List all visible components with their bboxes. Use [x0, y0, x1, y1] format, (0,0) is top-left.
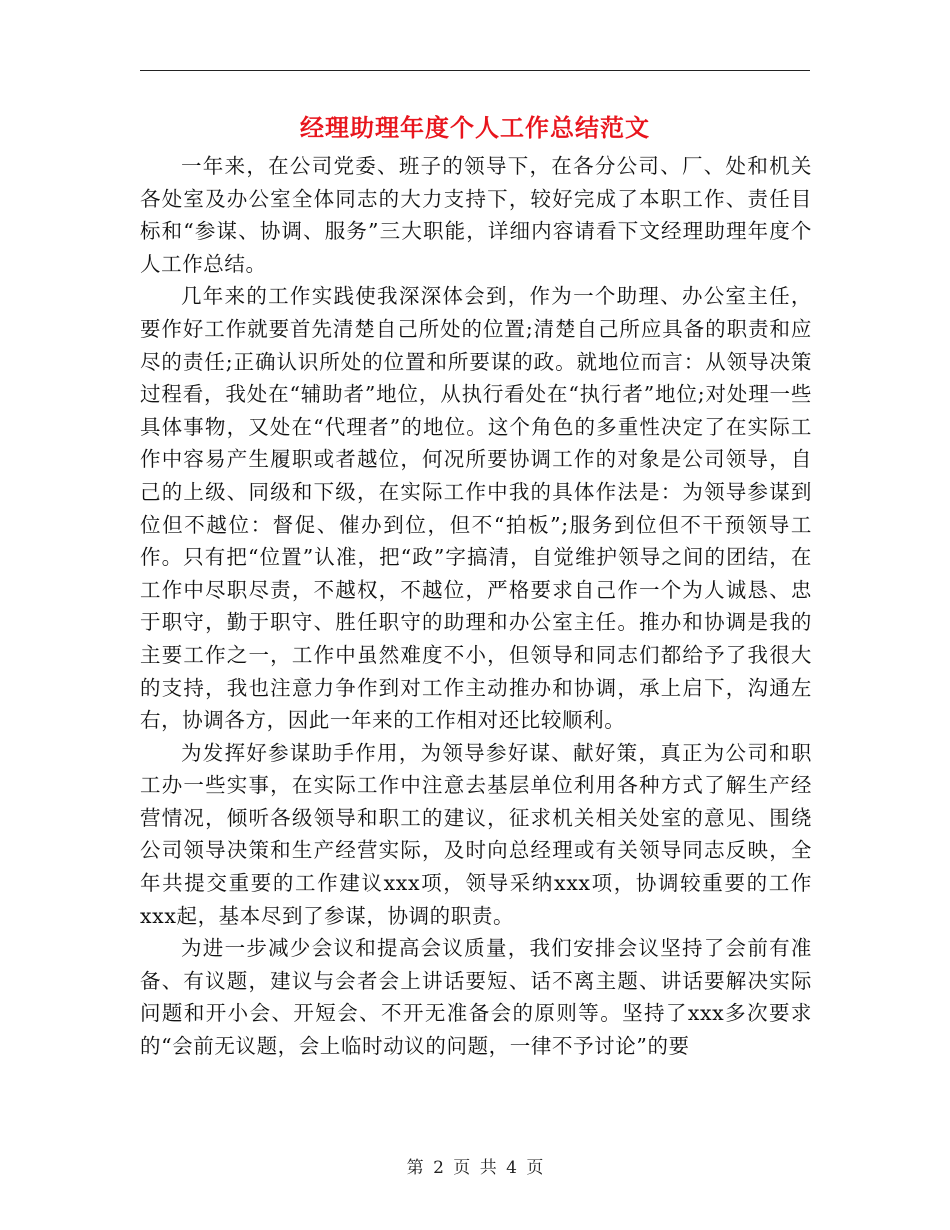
document-title: 经理助理年度个人工作总结范文 — [300, 113, 650, 142]
paragraph-3: 为发挥好参谋助手作用，为领导参好谋、献好策，真正为公司和职工办一些实事，在实际工作中注意去基层单位利用各种方式了解生产经营情况，倾听各级领导和职工的建议，征求机关相关处室的意见、围绕公司领导决策和生产经营实际，及时向总经理或有关领导同志反映，全年共提交重要的工作建议xxx项，领导采纳xxx项，协调较重要的工作xxx起，基本尽到了参谋，协调的职责。 — [140, 740, 812, 928]
paragraph-4: 为进一步减少会议和提高会议质量，我们安排会议坚持了会前有准备、有议题，建议与会者会上讲话要短、话不离主题、讲话要解决实际问题和开小会、开短会、不开无准备会的原则等。坚持了xxx多次要求的“会前无议题，会上临时动议的问题，一律不予讨论”的要 — [140, 936, 812, 1059]
paragraph-2: 几年来的工作实践使我深深体会到，作为一个助理、办公室主任，要作好工作就要首先清楚自己所处的位置;清楚自己所应具备的职责和应尽的责任;正确认识所处的位置和所要谋的政。就地位而言：从领导决策过程看，我处在“辅助者”地位，从执行看处在“执行者”地位;对处理一些具体事物，又处在“代理者”的地位。这个角色的多重性决定了在实际工作中容易产生履职或者越位，何况所要协调工作的对象是公司领导，自己的上级、同级和下级，在实际工作中我的具体作法是：为领导参谋到位但不越位：督促、催办到位，但不“拍板”;服务到位但不干预领导工作。只有把“位置”认准，把“政”字搞清，自觉维护领导之间的团结，在工作中尽职尽责，不越权，不越位，严格要求自己作一个为人诚恳、忠于职守，勤于职守、胜任职守的助理和办公室主任。推办和协调是我的主要工作之一，工作中虽然难度不小，但领导和同志们都给予了我很大的支持，我也注意力争作到对工作主动推办和协调，承上启下，沟通左右，协调各方，因此一年来的工作相对还比较顺利。 — [140, 284, 812, 733]
page-number-footer: 第 2 页 共 4 页 — [406, 1158, 544, 1178]
header-rule — [140, 70, 810, 71]
paragraph-1: 一年来，在公司党委、班子的领导下，在各分公司、厂、处和机关各处室及办公室全体同志的大力支持下，较好完成了本职工作、责任目标和“参谋、协调、服务”三大职能，详细内容请看下文经理助理年度个人工作总结。 — [140, 154, 812, 276]
document-body — [140, 150, 812, 1063]
